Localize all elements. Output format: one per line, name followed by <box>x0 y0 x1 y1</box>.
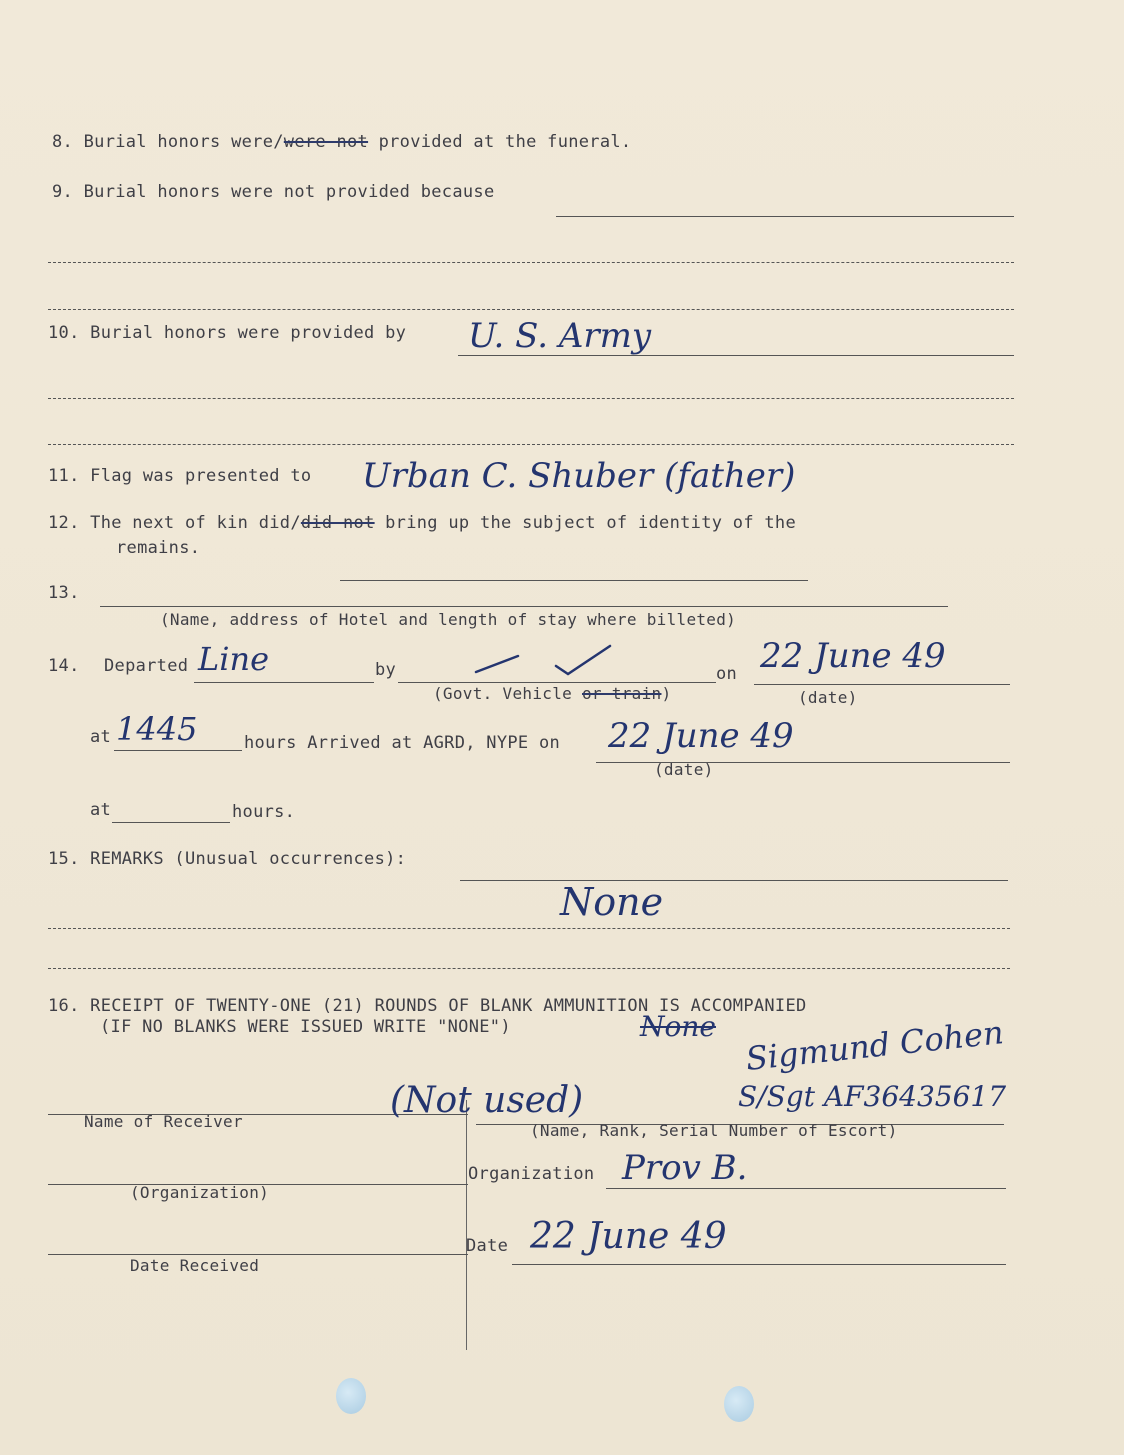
item-8-struck-option: were not <box>283 132 369 152</box>
departure-date-handwritten: 22 June 49 <box>760 636 946 676</box>
item-number: 15. <box>48 849 80 869</box>
item-11-text: Flag was presented to <box>90 466 312 486</box>
item-15-text: REMARKS (Unusual occurrences): <box>90 849 407 869</box>
departed-line <box>194 682 374 683</box>
blank-line <box>48 309 1014 310</box>
item-13-number: 13. <box>48 583 80 603</box>
at2-line <box>112 822 230 823</box>
punch-hole <box>336 1378 366 1414</box>
item-11 <box>48 466 311 486</box>
item-number: 11. <box>48 466 80 486</box>
date-handwritten-value: 22 June 49 <box>530 1216 727 1257</box>
item-13-base-line <box>100 606 948 607</box>
item-number: 9. <box>52 182 74 202</box>
item-9-answer-line <box>556 216 1014 217</box>
vehicle-caption-struck: or train <box>582 684 662 703</box>
item-number: 8. <box>52 132 74 152</box>
item-10-answer-line <box>458 355 1014 356</box>
date-caption: (date) <box>798 688 858 707</box>
item-16-handwritten-value: None <box>640 1010 716 1043</box>
by-line <box>398 682 716 683</box>
blank-line <box>48 444 1014 445</box>
departed-handwritten-value: Line <box>198 640 270 678</box>
item-11-handwritten-value: Urban C. Shuber (father) <box>362 456 796 496</box>
item-8 <box>52 132 631 152</box>
escort-caption: (Name, Rank, Serial Number of Escort) <box>530 1121 898 1140</box>
departure-date-line <box>754 684 1010 685</box>
item-12-text-b: bring up the subject of identity of the <box>374 513 797 533</box>
blank-line <box>48 262 1014 263</box>
escort-signature: Sigmund Cohen <box>744 1013 1006 1078</box>
arrival-date-caption: (date) <box>654 760 714 779</box>
item-12-text-a: The next of kin did/ <box>90 513 301 533</box>
date-received-caption: Date Received <box>130 1256 260 1275</box>
item-15-answer-line <box>460 880 1008 881</box>
item-number: 12. <box>48 513 80 533</box>
departed-label: Departed <box>104 656 189 676</box>
org-label: Organization <box>468 1164 595 1184</box>
item-10-text: Burial honors were provided by <box>90 323 407 343</box>
item-10 <box>48 323 406 343</box>
item-9-text: Burial honors were not provided because <box>83 182 495 202</box>
item-8-text-b: provided at the funeral. <box>368 132 632 152</box>
on-label: on <box>716 664 738 684</box>
item-12 <box>48 513 796 533</box>
item-12-text-c: remains. <box>116 538 201 558</box>
blank-line <box>48 968 1010 969</box>
blank-line <box>48 928 1010 929</box>
signature-divider <box>466 1100 467 1350</box>
item-16-line2: (IF NO BLANKS WERE ISSUED WRITE "NONE") <box>100 1017 511 1037</box>
receiver-caption: Name of Receiver <box>84 1112 243 1131</box>
org-handwritten-value: Prov B. <box>622 1148 748 1188</box>
remarks-handwritten-value: None <box>560 880 664 924</box>
item-13-caption: (Name, address of Hotel and length of stay where billeted) <box>160 610 737 629</box>
date-line <box>512 1264 1006 1265</box>
item-9 <box>52 182 494 202</box>
not-used-handwritten: (Not used) <box>390 1080 584 1121</box>
arrived-text: hours Arrived at AGRD, NYPE on <box>244 733 561 753</box>
date-received-line <box>48 1254 468 1255</box>
item-10-handwritten-value: U. S. Army <box>468 316 652 356</box>
item-8-text-a: Burial honors were/ <box>83 132 284 152</box>
at-time-line <box>114 750 242 751</box>
at-label: at <box>90 727 112 747</box>
vehicle-caption-a: (Govt. Vehicle <box>433 684 582 703</box>
at-time-handwritten: 1445 <box>116 710 198 748</box>
at2-label: at <box>90 800 112 820</box>
item-number: 16. <box>48 996 80 1016</box>
organization-caption: (Organization) <box>130 1183 270 1202</box>
hours-text: hours. <box>232 802 296 822</box>
item-16-line1: RECEIPT OF TWENTY-ONE (21) ROUNDS OF BLANK AMMUNITION IS ACCOMPANIED <box>90 996 807 1016</box>
date-label: Date <box>466 1236 509 1256</box>
item-13-answer-line <box>340 580 808 581</box>
check-marks <box>470 642 620 682</box>
item-15 <box>48 849 406 869</box>
arrival-date-handwritten: 22 June 49 <box>608 716 794 756</box>
punch-hole <box>724 1386 754 1422</box>
vehicle-caption <box>433 684 671 703</box>
item-14-number: 14. <box>48 656 80 676</box>
org-line <box>606 1188 1006 1189</box>
vehicle-caption-b: ) <box>661 684 672 703</box>
blank-line <box>48 398 1014 399</box>
by-label: by <box>375 660 397 680</box>
item-number: 10. <box>48 323 80 343</box>
escort-rank-serial: S/Sgt AF36435617 <box>738 1080 1007 1113</box>
item-12-struck-option: did not <box>300 513 375 533</box>
